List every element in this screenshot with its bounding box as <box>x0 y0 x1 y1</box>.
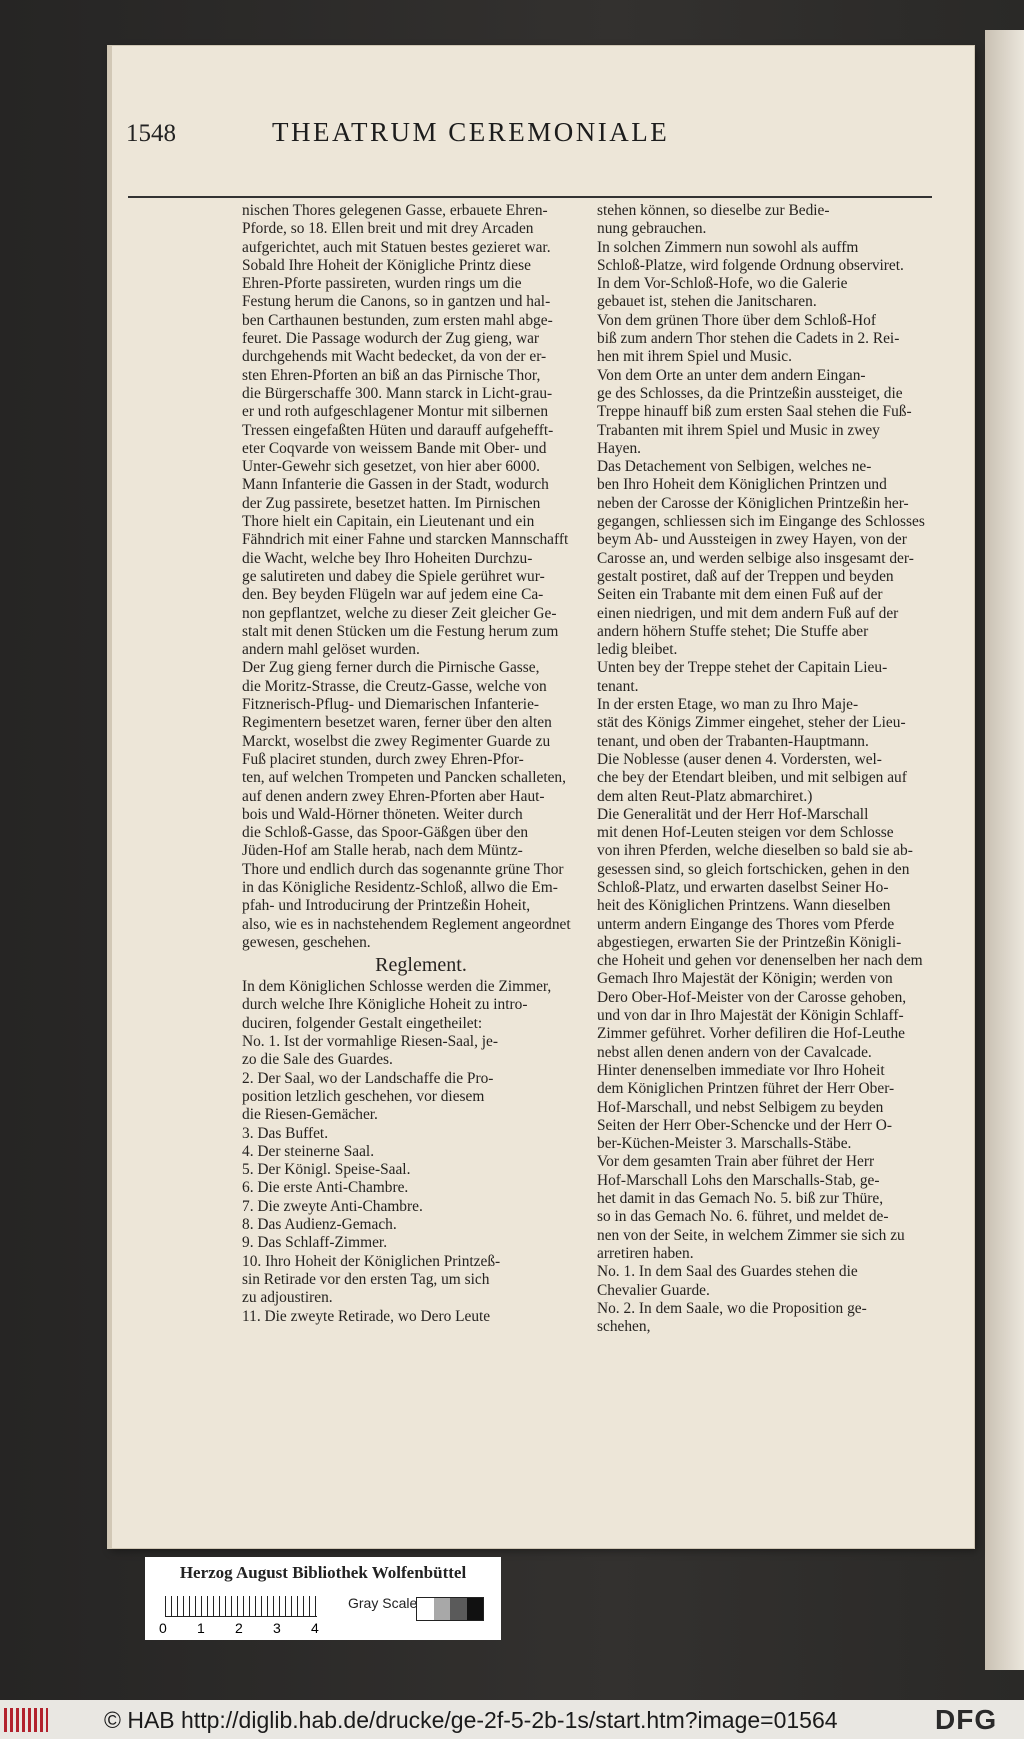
text-line: einen niedrigen, und mit dem andern Fuß auf der <box>597 604 899 622</box>
text-line: Die Noblesse (auser denen 4. Vordersten, wel- <box>597 750 882 768</box>
room-list-item: 11. Die zweyte Retirade, wo Dero Leute <box>242 1307 491 1325</box>
page-header <box>126 112 838 152</box>
text-line: aufgerichtet, auch mit Statuen bestes gezieret war. <box>242 238 551 256</box>
text-line: andern mahl gelöset wurden. <box>242 641 420 659</box>
room-list-item: die Riesen-Gemächer. <box>242 1106 378 1124</box>
text-line: Trabanten mit ihrem Spiel und Music in zwey <box>597 421 880 439</box>
text-line: Regimentern besetzet waren, ferner über den alten <box>242 714 552 732</box>
text-line: heit des Königlichen Printzens. Wann dieselben <box>597 897 891 915</box>
adjacent-page-edge <box>985 30 1024 1670</box>
dfg-logo: DFG <box>935 1704 998 1735</box>
text-line: nung gebrauchen. <box>597 220 707 238</box>
text-line: durchgehends mit Wacht bedecket, da von der er- <box>242 348 547 366</box>
gray-swatch <box>467 1598 484 1620</box>
text-line: ge des Schlosses, da die Printzeßin aussteiget, die <box>597 384 903 402</box>
text-line: eter Coqvarde von weissem Bande mit Ober- und <box>242 439 547 457</box>
text-line: Thore und endlich durch das sogenannte grüne Thor <box>242 860 564 878</box>
text-line: sten Ehren-Pforten an biß an das Pirnische Thor, <box>242 366 541 384</box>
text-line: stehen können, so dieselbe zur Bedie- <box>597 202 830 219</box>
text-line: auf denen andern zwey Ehren-Pforten aber Haut- <box>242 787 545 805</box>
text-line: Schloß-Platz, und erwarten daselbst Seiner Ho- <box>597 878 889 896</box>
text-line: Gemach Ihro Majestät der Königin; werden von <box>597 970 893 988</box>
text-line: In dem Vor-Schloß-Hofe, wo die Galerie <box>597 275 848 293</box>
text-line: nischen Thores gelegenen Gasse, erbauete Ehren- <box>242 202 548 219</box>
room-list-item: 6. Die erste Anti-Chambre. <box>242 1179 409 1197</box>
text-line: ledig bleibet. <box>597 641 678 659</box>
text-line: die Wacht, welche bey Ihro Hoheiten Durchzu- <box>242 549 533 567</box>
text-line: non gepflantzet, welche zu dieser Zeit gleicher Ge- <box>242 604 557 622</box>
left-column <box>242 202 600 1326</box>
text-line: Die Generalität und der Herr Hof-Marschall <box>597 805 869 823</box>
header-rule <box>128 196 932 198</box>
text-line: Mann Infanterie die Gassen in der Stadt, wodurch <box>242 476 549 494</box>
library-name: Herzog August Bibliothek Wolfenbüttel <box>179 1563 467 1582</box>
text-line: mit denen Hof-Leuten steigen vor dem Schlosse <box>597 824 894 842</box>
text-line: beym Ab- und Aussteigen in zwey Hayen, von der <box>597 531 907 549</box>
text-line: bois und Wald-Hörner thöneten. Weiter durch <box>242 805 523 823</box>
text-line: Chevalier Guarde. <box>597 1281 710 1299</box>
text-line: andern höhern Stuffe stehet; Die Stuffe aber <box>597 622 869 640</box>
reglement-intro-line: durch welche Ihre Königliche Hoheit zu intro- <box>242 996 528 1014</box>
room-list-item: 5. Der Königl. Speise-Saal. <box>242 1161 411 1179</box>
text-line: gestalt postiret, daß auf der Treppen und beyden <box>597 567 894 585</box>
text-line: der Zug passirete, besetzet hatten. Im Pirnischen <box>242 494 541 512</box>
text-line: dem Königlichen Printzen führet der Herr Ober- <box>597 1080 895 1098</box>
text-line: die Bürgerschaffe 300. Mann starck in Licht-grau- <box>242 384 553 402</box>
text-line: Hinter denenselben immediate vor Ihro Hoheit <box>597 1061 885 1079</box>
gray-swatch <box>417 1598 434 1620</box>
gray-swatch <box>450 1598 467 1620</box>
text-line: biß zum andern Thor stehen die Cadets in 2. Rei- <box>597 330 900 348</box>
text-line: Marckt, woselbst die zwey Regimenter Guarde zu <box>242 732 551 750</box>
reglement-intro-line: In dem Königlichen Schlosse werden die Zimmer, <box>242 978 552 996</box>
text-line: so in das Gemach No. 6. führet, und meldet de- <box>597 1208 889 1226</box>
ruler-number: 0 <box>159 1620 167 1636</box>
gray-swatch <box>434 1598 451 1620</box>
text-line: und von dar in Ihro Majestät der Königin Schlaff- <box>597 1007 904 1025</box>
text-line: Ehren-Pforte passireten, wurden rings um die <box>242 275 522 293</box>
ruler-number: 1 <box>197 1620 205 1636</box>
text-line: er und roth aufgeschlagener Montur mit silbernen <box>242 403 549 421</box>
text-line: che Hoheit und gehen vor denenselben her nach dem <box>597 952 923 970</box>
text-line: tenant. <box>597 677 639 695</box>
text-line: Das Detachement von Selbigen, welches ne- <box>597 458 872 476</box>
hab-logo-icon <box>4 1708 48 1732</box>
scale-ruler <box>165 1596 317 1616</box>
room-list-item: 4. Der steinerne Saal. <box>242 1142 375 1160</box>
text-line: Pforde, so 18. Ellen breit und mit drey Arcaden <box>242 220 534 238</box>
footer-url-text[interactable]: © HAB http://diglib.hab.de/drucke/ge-2f-5-2b-1s/start.htm?image=01564 <box>104 1707 838 1733</box>
text-line: gebauet ist, stehen die Janitscharen. <box>597 293 817 311</box>
text-line: Dero Ober-Hof-Meister von der Carosse gehoben, <box>597 988 907 1006</box>
text-line: gesessen sind, so gleich fortschicken, gehen in den <box>597 860 910 878</box>
room-list-item: zo die Sale des Guardes. <box>242 1051 393 1069</box>
room-list-item: 2. Der Saal, wo der Landschaffe die Pro- <box>242 1069 494 1087</box>
text-line: Treppe hinauff biß zum ersten Saal stehen die Fuß- <box>597 403 912 421</box>
room-list-item: 3. Das Buffet. <box>242 1124 329 1142</box>
text-line: No. 2. In dem Saale, wo die Proposition ge- <box>597 1299 867 1317</box>
text-line: pfah- und Introducirung der Printzeßin Hoheit, <box>242 897 531 915</box>
text-line: stalt mit denen Stücken um die Festung herum zum <box>242 622 559 640</box>
text-line: stät des Königs Zimmer eingehet, steher der Lieu- <box>597 714 906 732</box>
text-line: Hayen. <box>597 439 642 457</box>
text-line: Seiten ein Trabante mit dem einen Fuß auf der <box>597 586 883 604</box>
text-line: neben der Carosse der Königlichen Printzeßin her- <box>597 494 909 512</box>
section-heading: Reglement. <box>375 954 467 977</box>
room-list-item: position letzlich geschehen, vor diesem <box>242 1087 485 1105</box>
room-list-item: 8. Das Audienz-Gemach. <box>242 1216 397 1234</box>
text-line: ten, auf welchen Trompeten und Pancken schalleten, <box>242 769 566 787</box>
room-list-item: sin Retirade vor den ersten Tag, um sich <box>242 1270 490 1288</box>
text-line: Seiten der Herr Ober-Schencke und der Herr O- <box>597 1116 892 1134</box>
gray-scale-label: Gray Scale <box>348 1595 418 1611</box>
text-line: dem alten Reut-Platz abmarchiret.) <box>597 787 813 805</box>
text-line: den. Bey beyden Flügeln war auf jedem eine Ca- <box>242 586 544 604</box>
running-head: THEATRUM CEREMONIALE <box>272 117 670 147</box>
ruler-number: 2 <box>235 1620 243 1636</box>
page-number: 1548 <box>126 120 176 147</box>
text-line: Von dem Orte an unter dem andern Eingan- <box>597 366 866 384</box>
text-line: die Schloß-Gasse, das Spoor-Gäßgen über den <box>242 824 529 842</box>
gray-scale-swatches <box>416 1597 484 1621</box>
text-line: ben Carthaunen bestunden, zum ersten mahl abge- <box>242 311 553 329</box>
room-list-item: 9. Das Schlaff-Zimmer. <box>242 1234 388 1252</box>
ruler-number: 4 <box>311 1620 319 1636</box>
text-line: gewesen, geschehen. <box>242 933 371 951</box>
text-line: Sobald Ihre Hoheit der Königliche Printz diese <box>242 256 531 274</box>
room-list-item: No. 1. Ist der vormahlige Riesen-Saal, je- <box>242 1033 499 1051</box>
text-line: unterm andern Eingange des Thores vom Pferde <box>597 915 895 933</box>
text-line: in das Königliche Residentz-Schloß, allwo die Em- <box>242 878 558 896</box>
text-line: Hof-Marschall Lohs den Marschalls-Stab, ge- <box>597 1171 880 1189</box>
text-line: Unten bey der Treppe stehet der Capitain Lieu- <box>597 659 888 677</box>
ruler-number: 3 <box>273 1620 281 1636</box>
text-line: Vor dem gesamten Train aber führet der Herr <box>597 1153 875 1171</box>
reglement-intro-line: duciren, folgender Gestalt eingetheilet: <box>242 1014 483 1032</box>
text-line: gegangen, schliessen sich im Eingange des Schlosses <box>597 513 925 531</box>
text-line: Festung herum die Canons, so in gantzen und hal- <box>242 293 551 311</box>
text-line: Jüden-Hof am Stalle herab, nach dem Müntz- <box>242 842 523 860</box>
text-line: Zimmer geführet. Vorher defiliren die Hof-Leuthe <box>597 1025 905 1043</box>
text-line: No. 1. In dem Saal des Guardes stehen die <box>597 1263 858 1281</box>
room-list-item: 7. Die zweyte Anti-Chambre. <box>242 1197 423 1215</box>
room-list-item: 10. Ihro Hoheit der Königlichen Printzeß- <box>242 1252 501 1270</box>
text-line: abgestiegen, erwarten Sie der Printzeßin Königli- <box>597 933 902 951</box>
text-line: also, wie es in nachstehendem Reglement angeordnet <box>242 915 571 933</box>
text-line: Tressen eingefaßten Hüten und darauff aufgehefft- <box>242 421 554 439</box>
text-line: Unter-Gewehr sich gesetzet, von hier aber 6000. <box>242 458 540 476</box>
text-line: In solchen Zimmern nun sowohl als auffm <box>597 238 859 256</box>
room-list-item: zu adjoustiren. <box>242 1289 333 1307</box>
text-line: schehen, <box>597 1318 651 1336</box>
footer-bar <box>0 1700 1024 1739</box>
text-line: het damit in das Gemach No. 5. biß zur Thüre, <box>597 1190 884 1208</box>
text-line: In der ersten Etage, wo man zu Ihro Maje- <box>597 696 859 714</box>
right-column <box>597 202 934 1336</box>
text-line: Schloß-Platze, wird folgende Ordnung observiret. <box>597 256 904 274</box>
text-line: ber-Küchen-Meister 3. Marschalls-Stäbe. <box>597 1135 852 1153</box>
text-line: von ihren Pferden, welche dieselben so bald sie ab- <box>597 842 913 860</box>
text-line: nebst allen denen andern von der Cavalcade. <box>597 1043 872 1061</box>
text-line: Thore hielt ein Capitain, ein Lieutenant und ein <box>242 513 535 531</box>
scale-ruler-base <box>165 1616 317 1617</box>
text-line: Hof-Marschall, und nebst Selbigem zu beyden <box>597 1098 884 1116</box>
text-line: che bey der Etendart bleiben, und mit selbigen auf <box>597 769 907 787</box>
text-line: Fähndrich mit einer Fahne und starcken Mannschafft <box>242 531 569 549</box>
text-line: tenant, und oben der Trabanten-Hauptmann. <box>597 732 869 750</box>
text-line: arretiren haben. <box>597 1244 694 1262</box>
text-line: hen mit ihrem Spiel und Music. <box>597 348 792 366</box>
library-color-card <box>145 1557 501 1640</box>
text-line: ben Ihro Hoheit dem Königlichen Printzen und <box>597 476 887 494</box>
text-line: feuret. Die Passage wodurch der Zug gieng, war <box>242 330 540 348</box>
text-line: ge salutireten und dabey die Spiele gerühret wur- <box>242 567 545 585</box>
text-line: Fuß placiret stunden, durch zwey Ehren-Pfor- <box>242 750 524 768</box>
text-line: nen von der Seite, in welchem Zimmer sie sich zu <box>597 1226 905 1244</box>
text-line: Fitznerisch-Pflug- und Diemarischen Infanterie- <box>242 696 540 714</box>
text-line: die Moritz-Strasse, die Creutz-Gasse, welche von <box>242 677 547 695</box>
text-line: Carosse an, und werden selbige also insgesamt der- <box>597 549 914 567</box>
text-line: Der Zug gieng ferner durch die Pirnische Gasse, <box>242 659 540 677</box>
text-line: Von dem grünen Thore über dem Schloß-Hof <box>597 311 876 329</box>
